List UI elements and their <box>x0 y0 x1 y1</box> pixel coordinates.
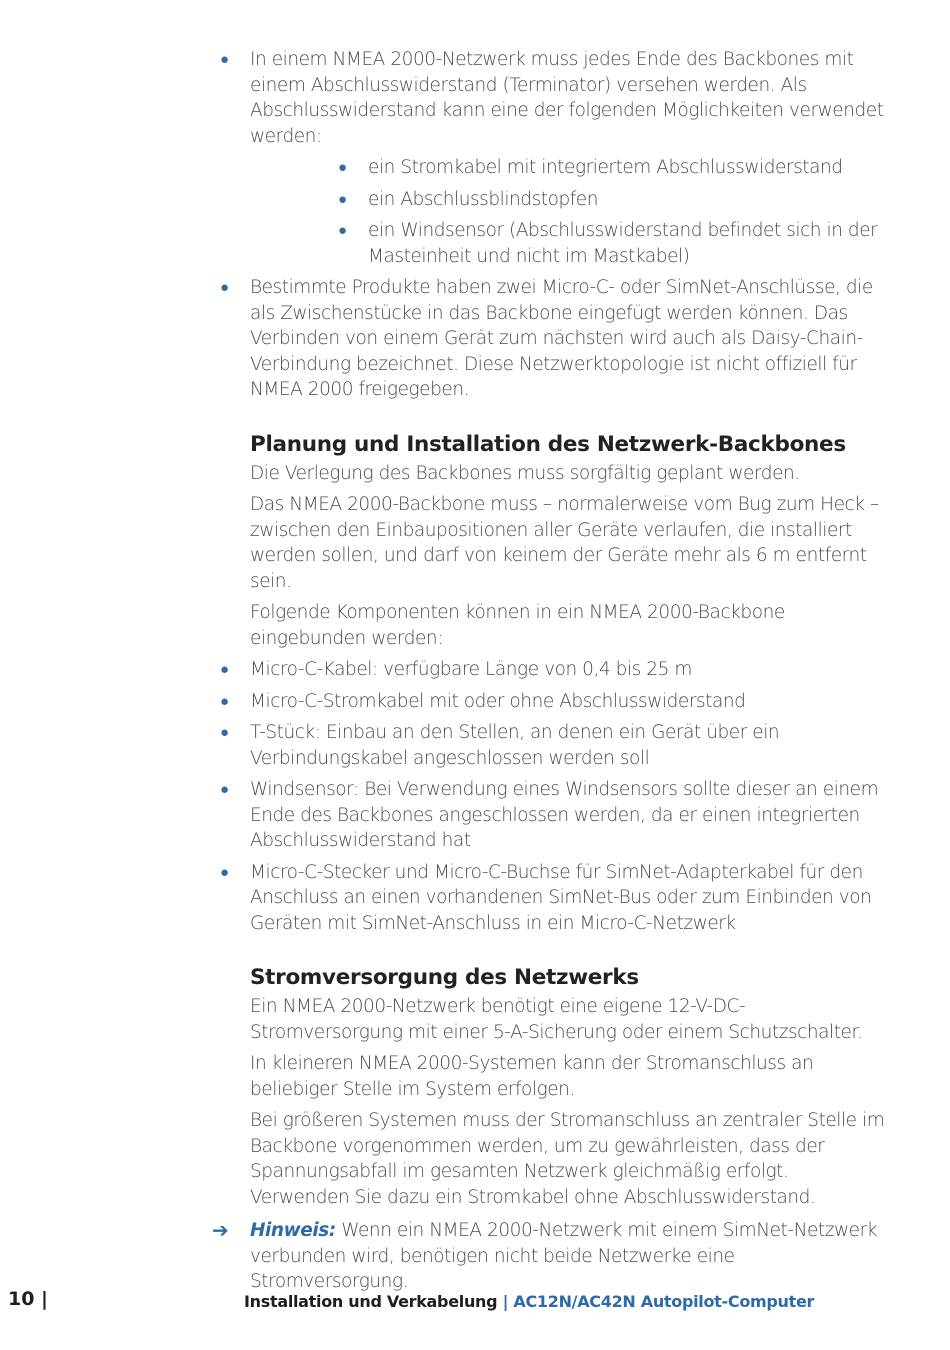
paragraph: Bei größeren Systemen muss der Stromanschluss an zentraler Stelle im Backbone vorgenommen werden, um zu gewährleisten, dass der Spannungsabfall im gesamten Netzwerk gleichmäßig erfolgt. Verwenden Sie dazu ein Stromkabel ohne Abschlusswiderstand. <box>250 1110 885 1208</box>
note-block <box>212 1218 890 1295</box>
note-label: Hinweis: <box>250 1220 336 1241</box>
list-item <box>220 777 890 854</box>
paragraph: Ein NMEA 2000-Netzwerk benötigt eine eigene 12-V-DC-Stromversorgung mit einer 5-A-Sicherung oder einem Schutzschalter. <box>250 996 863 1043</box>
bullet-text: Micro-C-Stromkabel mit oder ohne Abschlusswiderstand <box>250 690 746 712</box>
bullet-text: ein Stromkabel mit integriertem Abschlusswiderstand <box>368 157 843 178</box>
bullet-icon: ● <box>220 862 229 881</box>
bullet-icon: ● <box>220 691 229 710</box>
bullet-icon: ● <box>220 723 229 741</box>
list-item <box>220 47 890 269</box>
bullet-icon: ● <box>220 278 229 296</box>
page-content <box>212 47 890 1295</box>
footer <box>244 1292 814 1311</box>
list-item <box>338 187 890 213</box>
backbone-components-list <box>220 657 890 936</box>
list-item <box>338 218 890 269</box>
bullet-text: Micro-C-Kabel: verfügbare Länge von 0,4 bis 25 m <box>250 659 692 680</box>
bullet-text: T-Stück: Einbau an den Stellen, an denen ein Gerät über ein Verbindungskabel angeschlossen werden soll <box>250 722 780 769</box>
paragraph: Das NMEA 2000-Backbone muss – normalerweise vom Bug zum Heck – zwischen den Einbaupositionen aller Geräte verlaufen, die installiert werden sollen, und darf von keinem der Geräte mehr als 6 m entfernt sein. <box>250 494 879 592</box>
list-item <box>220 657 890 683</box>
footer-chapter: Installation und Verkabelung <box>244 1292 503 1311</box>
list-item <box>220 689 890 715</box>
bullet-text: Micro-C-Stecker und Micro-C-Buchse für SimNet-Adapterkabel für den Anschluss an einen vorhandenen SimNet-Bus oder zum Einbinden von Geräten mit SimNet-Anschluss in ein Micro-C-Netzwerk <box>250 861 872 934</box>
bullet-icon: ● <box>338 158 347 176</box>
page-number: 10 | <box>8 1288 48 1310</box>
list-item <box>338 155 890 181</box>
paragraph: Folgende Komponenten können in ein NMEA 2000-Backbone eingebunden werden: <box>250 602 785 649</box>
footer-product: AC12N/AC42N Autopilot-Computer <box>508 1292 815 1311</box>
bullet-text: Windsensor: Bei Verwendung eines Windsensors sollte dieser an einem Ende des Backbones angeschlossen werden, da er einen integrierten Abschlusswiderstand hat <box>250 779 879 851</box>
bullet-icon: ● <box>338 189 347 208</box>
list-item <box>220 275 890 403</box>
bullet-icon: ● <box>220 660 229 678</box>
bullet-text: ein Windsensor (Abschlusswiderstand befindet sich in der Masteinheit und nicht im Mastkabel) <box>368 220 878 267</box>
note-text: Wenn ein NMEA 2000-Netzwerk mit einem SimNet-Netzwerk verbunden wird, benötigen nicht beide Netzwerke eine Stromversorgung. <box>250 1220 878 1292</box>
bullet-icon: ● <box>338 221 347 239</box>
bullet-text: Bestimmte Produkte haben zwei Micro-C- oder SimNet-Anschlüsse, die als Zwischenstücke in das Backbone eingefügt werden können. Das Verbinden von einem Gerät zum nächsten wird auch als Daisy-Chain-Verbindung bezeichnet. Diese Netzwerktopologie ist nicht offiziell für NMEA 2000 freigegeben. <box>250 277 873 400</box>
section-heading-power: Stromversorgung des Netzwerks <box>250 965 639 990</box>
terminator-options-list <box>250 155 890 269</box>
bullet-icon: ● <box>220 780 229 798</box>
intro-bullet-list <box>220 47 890 403</box>
footer-separator: | <box>502 1292 509 1311</box>
list-item <box>220 720 890 771</box>
list-item <box>220 860 890 937</box>
bullet-icon: ● <box>220 50 229 68</box>
bullet-text: In einem NMEA 2000-Netzwerk muss jedes Ende des Backbones mit einem Abschlusswiderstand (Terminator) versehen werden. Als Abschlusswiderstand kann eine der folgenden Möglichkeiten verwendet werden: <box>250 49 884 147</box>
paragraph: Die Verlegung des Backbones muss sorgfältig geplant werden. <box>250 462 800 484</box>
paragraph: In kleineren NMEA 2000-Systemen kann der Stromanschluss an beliebiger Stelle im System erfolgen. <box>250 1053 814 1100</box>
bullet-text: ein Abschlussblindstopfen <box>368 188 599 210</box>
section-heading-backbone: Planung und Installation des Netzwerk-Backbones <box>250 431 846 457</box>
arrow-right-icon: ➔ <box>212 1218 229 1242</box>
